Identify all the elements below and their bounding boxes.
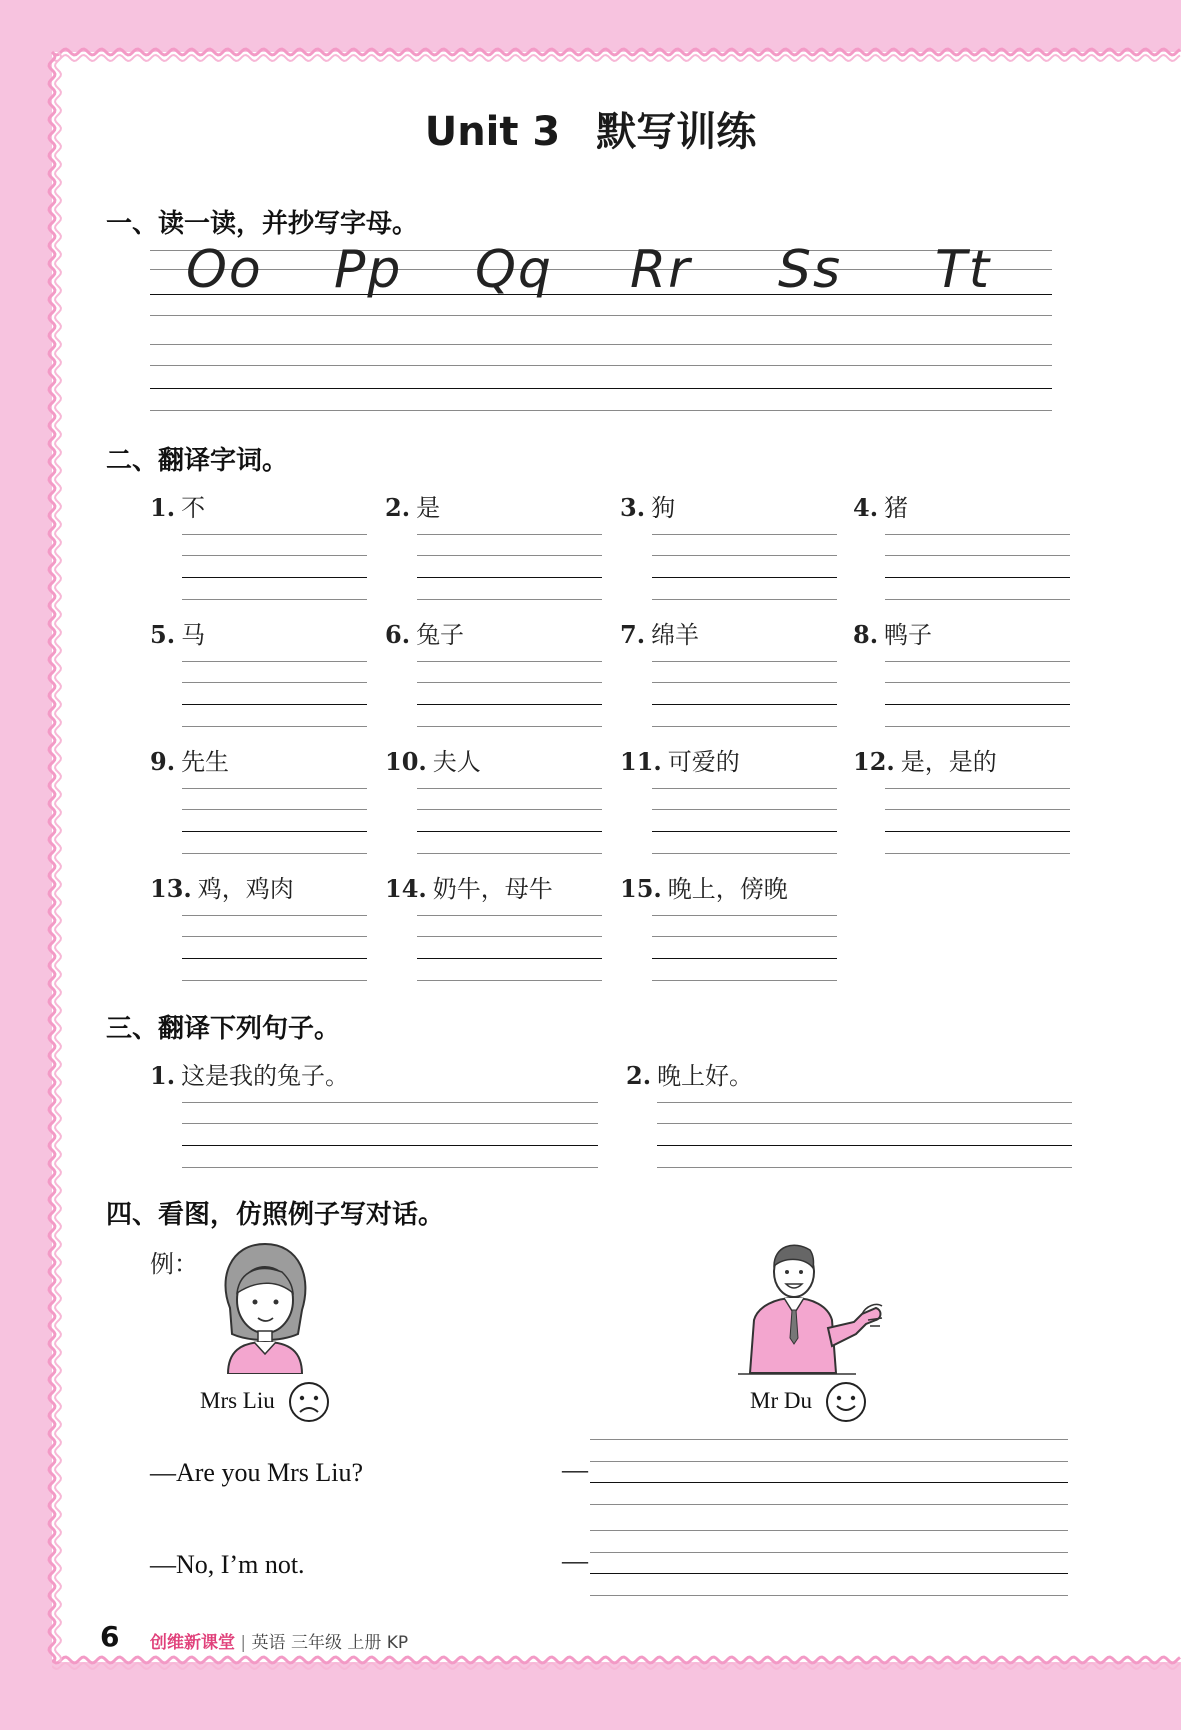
word-item (620, 742, 740, 777)
item-number: 12. (853, 747, 895, 776)
answer-dash-2: — (562, 1546, 588, 1575)
mr-du-illustration (736, 1238, 886, 1378)
word-answer-lines[interactable] (652, 534, 837, 599)
word-item (853, 488, 908, 523)
word-item (620, 488, 675, 523)
word-answer-lines[interactable] (417, 788, 602, 853)
word-answer-lines[interactable] (182, 788, 367, 853)
top-wavy-border (52, 44, 1181, 64)
section4-heading: 四、看图，仿照例子写对话。 (106, 1200, 445, 1230)
word-answer-lines[interactable] (652, 788, 837, 853)
title-unit: Unit 3 (424, 109, 561, 155)
example-question: —Are you Mrs Liu? (150, 1458, 364, 1487)
left-wavy-border (44, 52, 66, 1662)
item-number: 5. (150, 620, 176, 649)
letter-pair: Tt (935, 240, 992, 300)
answer-dash-1: — (562, 1455, 588, 1484)
word-answer-lines[interactable] (652, 661, 837, 726)
sentence-text: 晚上好。 (657, 1062, 754, 1090)
sentence-item-2 (626, 1056, 753, 1091)
word-answer-lines[interactable] (885, 788, 1070, 853)
word-item (385, 615, 464, 650)
word-text: 先生 (181, 748, 230, 776)
word-text: 猪 (884, 494, 909, 522)
item-number: 14. (385, 874, 427, 903)
word-item (385, 488, 440, 523)
word-answer-lines[interactable] (182, 915, 367, 980)
mrs-liu-name: Mrs Liu (200, 1388, 275, 1413)
item-number: 1. (150, 1061, 176, 1090)
word-item (150, 869, 294, 904)
title-topic: 默写训练 (596, 109, 757, 155)
word-item (620, 615, 699, 650)
word-answer-lines[interactable] (885, 661, 1070, 726)
item-number: 7. (620, 620, 646, 649)
word-text: 是 (416, 494, 441, 522)
sentence-answer-lines-2[interactable] (657, 1102, 1072, 1167)
item-number: 2. (626, 1061, 652, 1090)
footer-brand: 创维新课堂 (150, 1633, 235, 1653)
page-number: 6 (100, 1620, 120, 1653)
section2-heading: 二、翻译字词。 (106, 446, 289, 476)
word-text: 兔子 (416, 621, 465, 649)
footer-book-info: 创维新课堂 | 英语 三年级 上册 KP (150, 1633, 409, 1653)
section3-heading: 三、翻译下列句子。 (106, 1014, 341, 1044)
letter-pair: Ss (778, 240, 843, 300)
letter-pair: Pp (334, 240, 403, 300)
word-text: 夫人 (432, 748, 481, 776)
word-text: 绵羊 (651, 621, 700, 649)
word-text: 可爱的 (667, 748, 740, 776)
item-number: 1. (150, 493, 176, 522)
page-title (0, 100, 1181, 157)
word-text: 马 (181, 621, 206, 649)
item-number: 11. (620, 747, 662, 776)
item-number: 10. (385, 747, 427, 776)
item-number: 8. (853, 620, 879, 649)
word-text: 鸭子 (884, 621, 933, 649)
word-text: 晚上，傍晚 (667, 875, 788, 903)
letter-pair: Oo (186, 240, 263, 300)
word-item (620, 869, 788, 904)
item-number: 3. (620, 493, 646, 522)
example-label: 例： (150, 1250, 198, 1278)
alphabet-letters (150, 240, 1050, 310)
word-text: 不 (181, 494, 206, 522)
word-item (150, 488, 205, 523)
example-answer: —No, I’m not. (150, 1550, 305, 1579)
word-item (385, 742, 481, 777)
word-answer-lines[interactable] (417, 661, 602, 726)
item-number: 13. (150, 874, 192, 903)
letter-pair: Rr (630, 240, 692, 300)
word-answer-lines[interactable] (652, 915, 837, 980)
item-number: 15. (620, 874, 662, 903)
word-answer-lines[interactable] (885, 534, 1070, 599)
dialogue-answer-lines[interactable] (590, 1439, 1068, 1595)
item-number: 4. (853, 493, 879, 522)
word-answer-lines[interactable] (182, 534, 367, 599)
smiley-face-icon (824, 1380, 868, 1424)
word-text: 奶牛，母牛 (432, 875, 553, 903)
item-number: 2. (385, 493, 411, 522)
word-item (150, 615, 205, 650)
word-text: 狗 (651, 494, 676, 522)
sentence-item-1 (150, 1056, 349, 1091)
word-item (853, 615, 932, 650)
mr-du-name: Mr Du (750, 1388, 812, 1413)
word-answer-lines[interactable] (417, 534, 602, 599)
word-text: 是，是的 (900, 748, 997, 776)
word-answer-lines[interactable] (182, 661, 367, 726)
word-item (150, 742, 229, 777)
letter-pair: Qq (475, 240, 553, 300)
word-text: 鸡，鸡肉 (197, 875, 294, 903)
section1-heading: 一、读一读，并抄写字母。 (106, 209, 419, 239)
footer-info: 英语 三年级 上册 KP (251, 1633, 409, 1653)
sad-face-icon (287, 1380, 331, 1424)
bottom-wavy-border (52, 1652, 1181, 1672)
item-number: 6. (385, 620, 411, 649)
sentence-answer-lines-1[interactable] (182, 1102, 598, 1167)
word-item (385, 869, 553, 904)
mrs-liu-illustration (210, 1238, 320, 1374)
word-item (853, 742, 997, 777)
sentence-text: 这是我的兔子。 (181, 1062, 350, 1090)
word-answer-lines[interactable] (417, 915, 602, 980)
item-number: 9. (150, 747, 176, 776)
